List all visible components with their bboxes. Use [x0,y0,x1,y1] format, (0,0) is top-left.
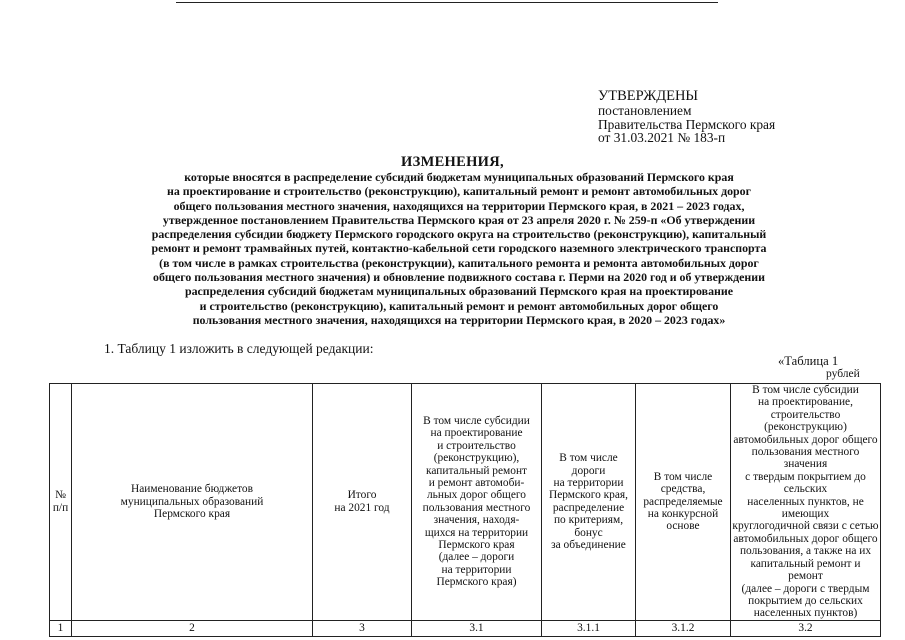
subtitle-line: (в том числе в рамках строительства (реконструкции), капитального ремонта и ремонта автомобильных дорог [159,255,759,270]
column-number-cell: 3.2 [731,620,881,636]
column-number-cell: 3.1.2 [636,620,731,636]
column-number-cell: 3.1.1 [542,620,636,636]
subtitle-line: распределения субсидий бюджетам муниципальных образований Пермского края на проектирование [184,284,734,299]
approval-line: постановлением [598,102,692,118]
column-number-cell: 2 [72,620,313,636]
document-heading: ИЗМЕНЕНИЯ, [401,154,504,170]
subsidy-table [49,383,881,637]
subtitle-line: которые вносятся в распределение субсидий бюджетам муниципальных образований Пермского края [184,170,734,184]
subtitle-line: распределения субсидии бюджету Пермского городского округа на строительство (реконструкцию), капитальный [151,227,767,242]
table-header-row [50,384,881,621]
subtitle-line: пользования местного значения, находящихся на территории Пермского края, в 2020 – 2023 годах» [192,312,726,327]
approval-block [598,90,775,145]
approval-title: УТВЕРЖДЕНЫ [598,88,699,104]
header-cell: В том числе дороги на территории Пермского края, распределение по критериям, бонус за объединение [542,384,636,621]
header-cell: В том числе субсидии на проектирование, строительство (реконструкцию) автомобильных дорог общего пользования местного значения с твердым покрытием до сельских населенных пунктов, не имеющих круглогодичной связи с сетью автомобильных дорог общего пользования, а также на их капитальный ремонт и ремонт (далее – дороги с твердым покрытием до сельских населенных пунктов) [732,384,879,620]
table-units: рублей [826,368,860,380]
document-subtitle [58,170,860,327]
subtitle-line: ремонт и ремонт трамвайных путей, контактно-кабельной сети городского наземного электрического транспорта [151,241,767,256]
subtitle-line: на проектирование и строительство (реконструкцию), капитальный ремонт и ремонт автомобильных дорог [167,184,751,199]
table-column-numbers-row [50,620,881,636]
header-cell: Итого на 2021 год [313,384,412,621]
approval-line: от 31.03.2021 № 183-п [598,130,726,146]
top-rule [176,2,718,3]
column-number-cell: 3.1 [412,620,542,636]
header-cell: В том числе средства, распределяемые на конкурсной основе [636,384,731,621]
table-caption: «Таблица 1 [778,354,839,368]
header-cell: Наименование бюджетов муниципальных образований Пермского края [72,384,313,621]
approval-line: Правительства Пермского края [598,116,776,132]
subtitle-line: общего пользования местного значения) и обновление подвижного состава г. Перми на 2020 год и об утверждении [153,270,765,285]
header-cell: № п/п [50,384,72,621]
subtitle-line: утвержденное постановлением Правительства Пермского края от 23 апреля 2020 г. № 259-п «Об утверждении [162,212,756,227]
paragraph-item-1: 1. Таблицу 1 изложить в следующей редакции: [104,341,374,356]
subtitle-line: и строительство (реконструкцию), капитальный ремонт и ремонт автомобильных дорог общего [199,298,719,313]
subtitle-line: общего пользования местного значения, находящихся на территории Пермского края, в 2021 – 2023 годах, [173,198,745,213]
column-number-cell: 1 [50,620,72,636]
header-cell: В том числе субсидии на проектирование и строительство (реконструкцию), капитальный ремонт и ремонт автомоби- льных дорог общего пользования местного значения, находя- щихся на территории Пермского края (далее – дороги на территории Пермского края) [412,384,542,621]
column-number-cell: 3 [313,620,412,636]
